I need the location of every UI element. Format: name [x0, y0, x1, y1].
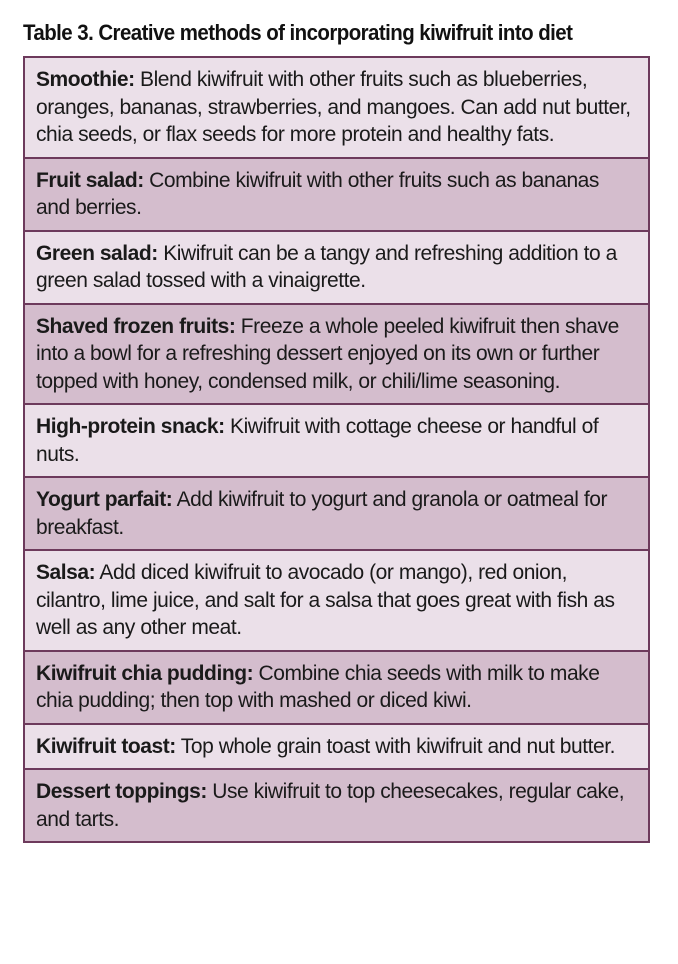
- row-term: Salsa:: [36, 561, 96, 584]
- row-description: Combine kiwifruit with other fruits such as bananas and berries.: [36, 168, 599, 219]
- table-row-green-salad: [25, 232, 648, 305]
- table-row-yogurt-parfait: [25, 478, 648, 551]
- row-term: Kiwifruit chia pudding:: [36, 661, 254, 685]
- row-term: Shaved frozen fruits:: [36, 314, 236, 338]
- row-term: High-protein snack:: [36, 415, 225, 438]
- row-description: Top whole grain toast with kiwifruit and nut butter.: [175, 734, 615, 758]
- table-row-shaved-frozen-fruits: [25, 305, 648, 406]
- row-term: Dessert toppings:: [36, 780, 207, 803]
- row-description: Kiwifruit with cottage cheese or handful of nuts.: [36, 415, 599, 466]
- table-row-dessert-toppings: [25, 770, 648, 841]
- row-description: Add diced kiwifruit to avocado (or mango), red onion, cilantro, lime juice, and salt for a salsa that goes great with fish as well as any other meat.: [36, 561, 615, 639]
- row-term: Smoothie:: [36, 68, 135, 91]
- row-term: Kiwifruit toast:: [36, 734, 176, 758]
- row-description: Use kiwifruit to top cheesecakes, regular cake, and tarts.: [36, 780, 625, 831]
- row-description: Add kiwifruit to yogurt and granola or oatmeal for breakfast.: [36, 488, 607, 539]
- table-row-salsa: [25, 551, 648, 652]
- row-term: Yogurt parfait:: [36, 488, 173, 511]
- table-row-high-protein-snack: [25, 405, 648, 478]
- row-description: Combine chia seeds with milk to make chia pudding; then top with mashed or diced kiwi.: [36, 661, 600, 712]
- row-description: Kiwifruit can be a tangy and refreshing addition to a green salad tossed with a vinaigrette.: [36, 241, 617, 292]
- methods-table: [23, 56, 650, 843]
- row-term: Fruit salad:: [36, 168, 144, 192]
- table-row-kiwifruit-chia-pudding: [25, 652, 648, 725]
- row-description: Blend kiwifruit with other fruits such as blueberries, oranges, bananas, strawberries, and mangoes. Can add nut butter, chia seeds, or flax seeds for more protein and healthy fats.: [36, 68, 631, 146]
- row-term: Green salad:: [36, 241, 158, 265]
- table-row-kiwifruit-toast: [25, 725, 648, 771]
- table-row-fruit-salad: [25, 159, 648, 232]
- table-title: Table 3. Creative methods of incorporating kiwifruit into diet: [23, 20, 573, 45]
- table-row-smoothie: [25, 58, 648, 159]
- row-description: Freeze a whole peeled kiwifruit then shave into a bowl for a refreshing dessert enjoyed on its own or further topped with honey, condensed milk, or chili/lime seasoning.: [36, 314, 619, 393]
